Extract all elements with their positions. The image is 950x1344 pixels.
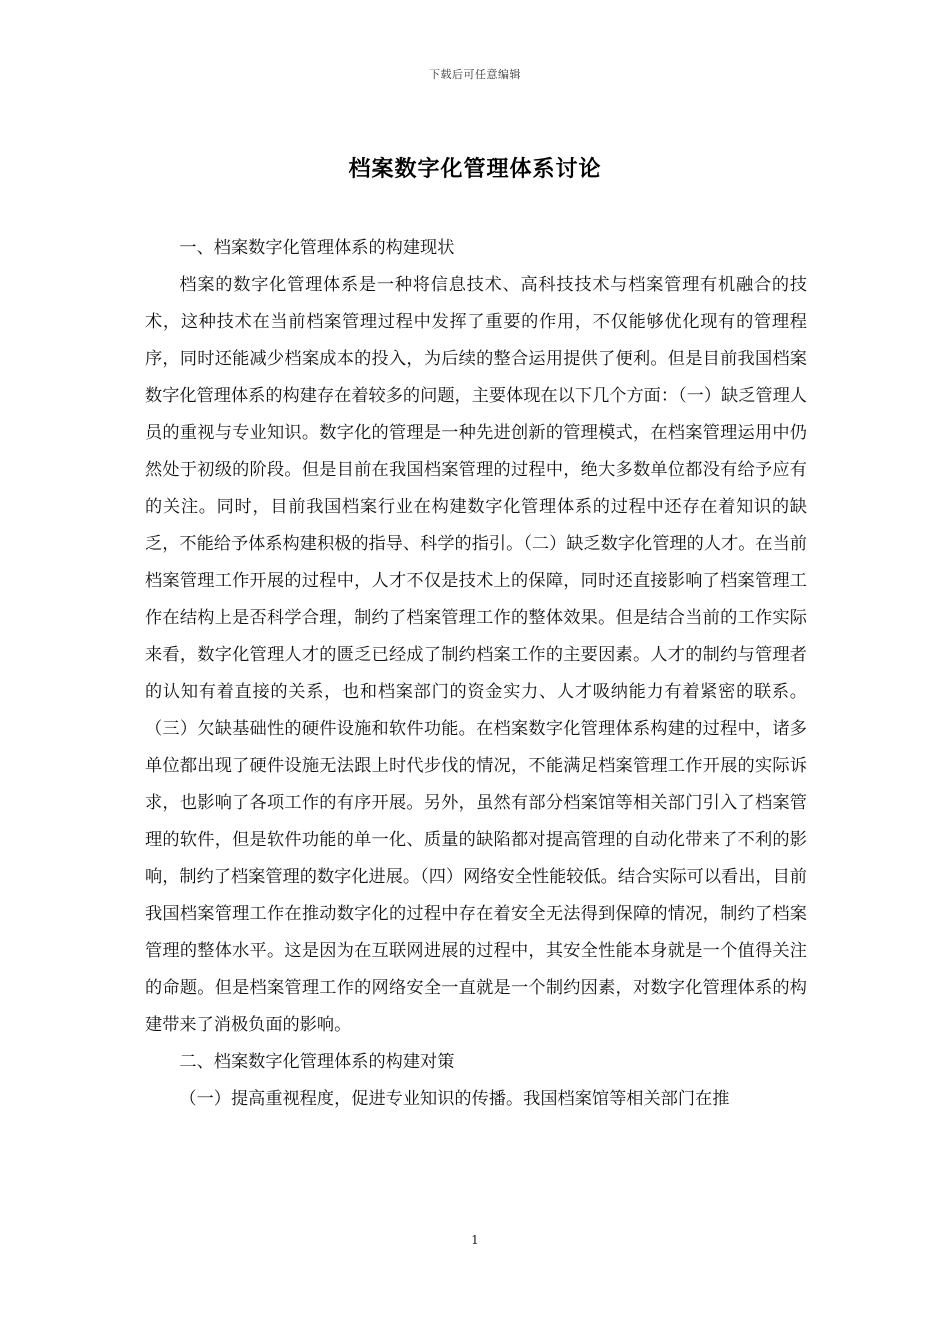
section-heading-2: 二、档案数字化管理体系的构建对策 — [179, 1052, 455, 1072]
section-heading-1: 一、档案数字化管理体系的构建现状 — [179, 238, 455, 258]
document-body — [145, 230, 807, 1118]
page-number: 1 — [471, 1233, 479, 1247]
document-title: 档案数字化管理体系讨论 — [348, 156, 602, 182]
body-paragraph-2: （一）提高重视程度，促进专业知识的传播。我国档案馆等相关部门在推 — [179, 1089, 730, 1109]
body-paragraph-1: 档案的数字化管理体系是一种将信息技术、高科技技术与档案管理有机融合的技术，这种技术在当前档案管理过程中发挥了重要的作用，不仅能够优化现有的管理程序，同时还能减少档案成本的投入，为后续的整合运用提供了便利。但是目前我国档案数字化管理体系的构建存在着较多的问题，主要体现在以下几个方面：（一）缺乏管理人员的重视与专业知识。数字化的管理是一种先进创新的管理模式，在档案管理运用中仍然处于初级的阶段。但是目前在我国档案管理的过程中，绝大多数单位都没有给予应有的关注。同时，目前我国档案行业在构建数字化管理体系的过程中还存在着知识的缺乏，不能给予体系构建积极的指导、科学的指引。（二）缺乏数字化管理的人才。在当前档案管理工作开展的过程中，人才不仅是技术上的保障，同时还直接影响了档案管理工作在结构上是否科学合理，制约了档案管理工作的整体效果。但是结合当前的工作实际来看，数字化管理人才的匮乏已经成了制约档案工作的主要因素。人才的制约与管理者的认知有着直接的关系，也和档案部门的资金实力、人才吸纳能力有着紧密的联系。（三）欠缺基础性的硬件设施和软件功能。在档案数字化管理体系构建的过程中，诸多单位都出现了硬件设施无法跟上时代步伐的情况，不能满足档案管理工作开展的实际诉求，也影响了各项工作的有序开展。另外，虽然有部分档案馆等相关部门引入了档案管理的软件，但是软件功能的单一化、质量的缺陷都对提高管理的自动化带来了不利的影响，制约了档案管理的数字化进展。（四）网络安全性能较低。结合实际可以看出，目前我国档案管理工作在推动数字化的过程中存在着安全无法得到保障的情况，制约了档案管理的整体水平。这是因为在互联网进展的过程中，其安全性能本身就是一个值得关注的命题。但是档案管理工作的网络安全一直就是一个制约因素，对数字化管理体系的构建带来了消极负面的影响。 — [145, 275, 807, 1035]
header-note: 下载后可任意编辑 — [429, 68, 521, 81]
